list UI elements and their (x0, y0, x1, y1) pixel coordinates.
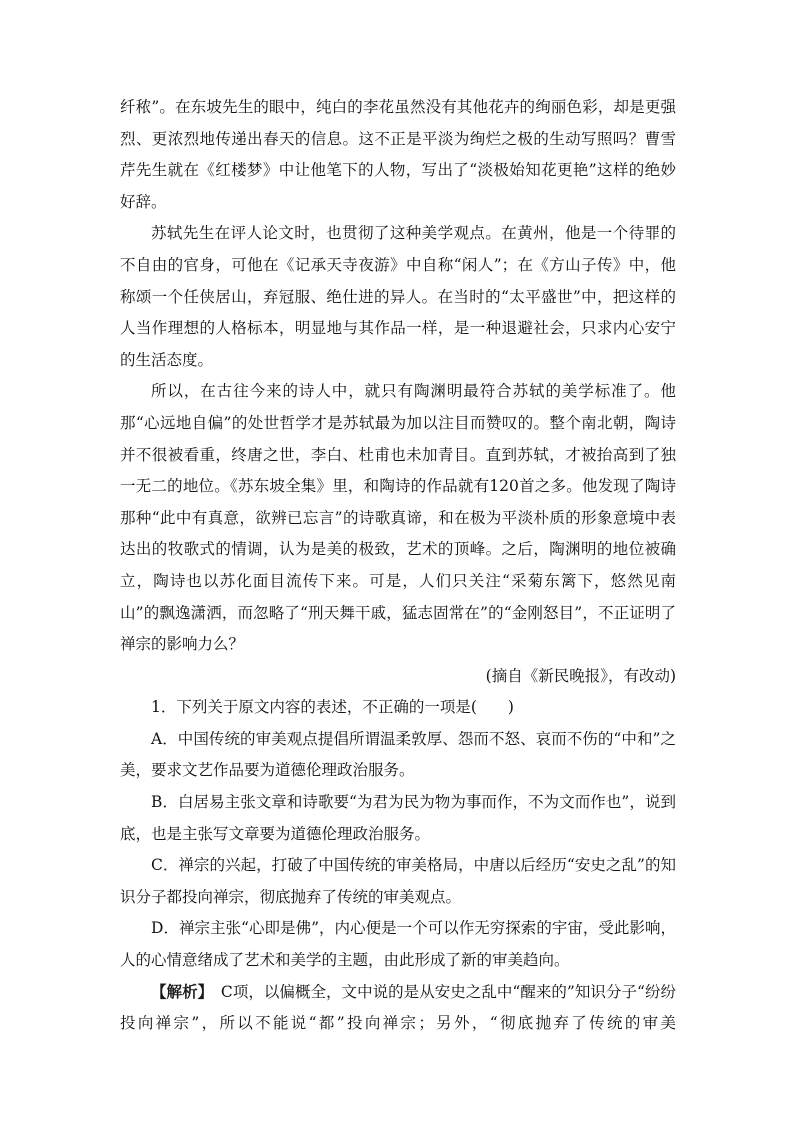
option-d: D．禅宗主张“心即是佛”，内心便是一个可以作无穷探索的宇宙，受此影响，人的心情意绪成了艺术和美学的主题，由此形成了新的审美趋向。 (120, 919, 676, 970)
option-a: A．中国传统的审美观点提倡所谓温柔敦厚、怨而不怒、哀而不伤的“中和”之美，要求文艺作品要为道德伦理政治服务。 (120, 729, 676, 780)
article-source: (摘自《新民晚报》，有改动) (485, 666, 676, 685)
analysis-text: C项，以偏概全，文中说的是从安史之乱中“醒来的”知识分子“纷纷投向禅宗”，所以不能说“都”投向禅宗；另外，“彻底抛弃了传统的审美 (120, 982, 676, 1033)
article-paragraph-2: 苏轼先生在评人论文时，也贯彻了这种美学观点。在黄州，他是一个待罪的不自由的官身，可他在《记承天寺夜游》中自称“闲人”；在《方山子传》中，他称颂一个任侠居山，弃冠服、绝仕进的异人。在当时的“太平盛世”中，把这样的人当作理想的人格标本，明显地与其作品一样，是一种退避社会，只求内心安宁的生活态度。 (120, 224, 676, 369)
option-c: C．禅宗的兴起，打破了中国传统的审美格局，中唐以后经历“安史之乱”的知识分子都投向禅宗，彻底抛弃了传统的审美观点。 (120, 856, 676, 906)
analysis-paragraph (120, 977, 676, 1040)
document-body (120, 92, 676, 1040)
article-paragraph-1: 纤秾”。在东坡先生的眼中，纯白的李花虽然没有其他花卉的绚丽色彩，却是更强烈、更浓烈地传递出春天的信息。这不正是平淡为绚烂之极的生动写照吗？曹雪芹先生就在《红楼梦》中让他笔下的人物，写出了“淡极始知花更艳”这样的绝妙好辞。 (120, 98, 676, 211)
analysis-label: 【解析】 (151, 982, 206, 1001)
question-stem: 1．下列关于原文内容的表述，不正确的一项是( ) (151, 698, 514, 717)
article-paragraph-3: 所以，在古往今来的诗人中，就只有陶渊明最符合苏轼的美学标准了。他那“心远地自偏”的处世哲学才是苏轼最为加以注目而赞叹的。整个南北朝，陶诗并不很被看重，终唐之世，李白、杜甫也未加青目。直到苏轼，才被抬高到了独一无二的地位。《苏东坡全集》里，和陶诗的作品就有120首之多。他发现了陶诗那种“此中有真意，欲辨已忘言”的诗歌真谛，和在极为平淡朴质的形象意境中表达出的牧歌式的情调，认为是美的极致，艺术的顶峰。之后，陶渊明的地位被确立，陶诗也以苏化面目流传下来。可是，人们只关注“采菊东篱下，悠然见南山”的飘逸潇洒，而忽略了“刑天舞干戚，猛志固常在”的“金刚怒目”，不正证明了禅宗的影响力么？ (120, 382, 676, 654)
option-b: B．白居易主张文章和诗歌要“为君为民为物为事而作，不为文而作也”，说到底，也是主张写文章要为道德伦理政治服务。 (120, 793, 676, 843)
